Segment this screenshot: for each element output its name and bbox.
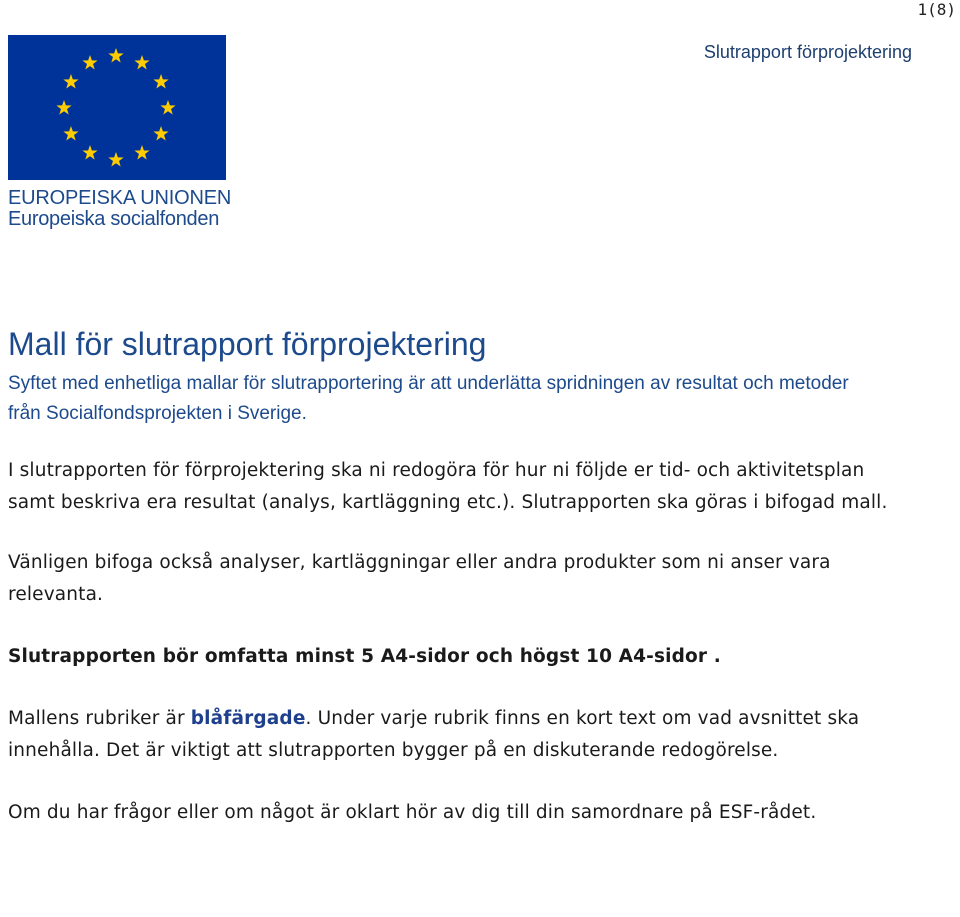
paragraph-attachments: Vänligen bifoga också analyser, kartläggningar eller andra produkter som ni anser vara relevanta. [8,552,831,605]
document-title: Mall för slutrapport förprojektering [8,326,487,362]
paragraph-template-headings [8,703,908,767]
page-number: 1(8) [917,0,956,19]
header-label: Slutrapport förprojektering [703,42,912,62]
eu-flag-icon [8,35,226,180]
headings-text-before: Mallens rubriker är [8,708,191,729]
logo-org-name: EUROPEISKA UNIONEN [8,187,232,209]
blue-colored-term: blåfärgade [190,708,306,729]
logo-fund-name: Europeiska socialfonden [8,208,220,230]
paragraph-report-instructions: I slutrapporten för förprojektering ska ni redogöra för hur ni följde er tid- och aktivitetsplan samt beskriva era resultat (analys, kartläggning etc.). Slutrapporten ska göras i bifogad mall. [8,460,888,513]
document-body [8,322,948,829]
intro-paragraph: Syftet med enhetliga mallar för slutrapportering är att underlätta spridningen av resultat och metoder från Socialfondsprojekten i Sverige. [8,373,849,424]
eu-logo [8,35,232,230]
paragraph-page-length: Slutrapporten bör omfatta minst 5 A4-sidor och högst 10 A4-sidor . [8,646,721,667]
headings-text-after: . Under varje rubrik finns en kort text om vad avsnittet ska innehålla. Det är viktigt att slutrapporten bygger på en diskuterande redogörelse. [8,708,860,761]
paragraph-contact: Om du har frågor eller om något är oklart hör av dig till din samordnare på ESF-rådet. [8,802,817,823]
